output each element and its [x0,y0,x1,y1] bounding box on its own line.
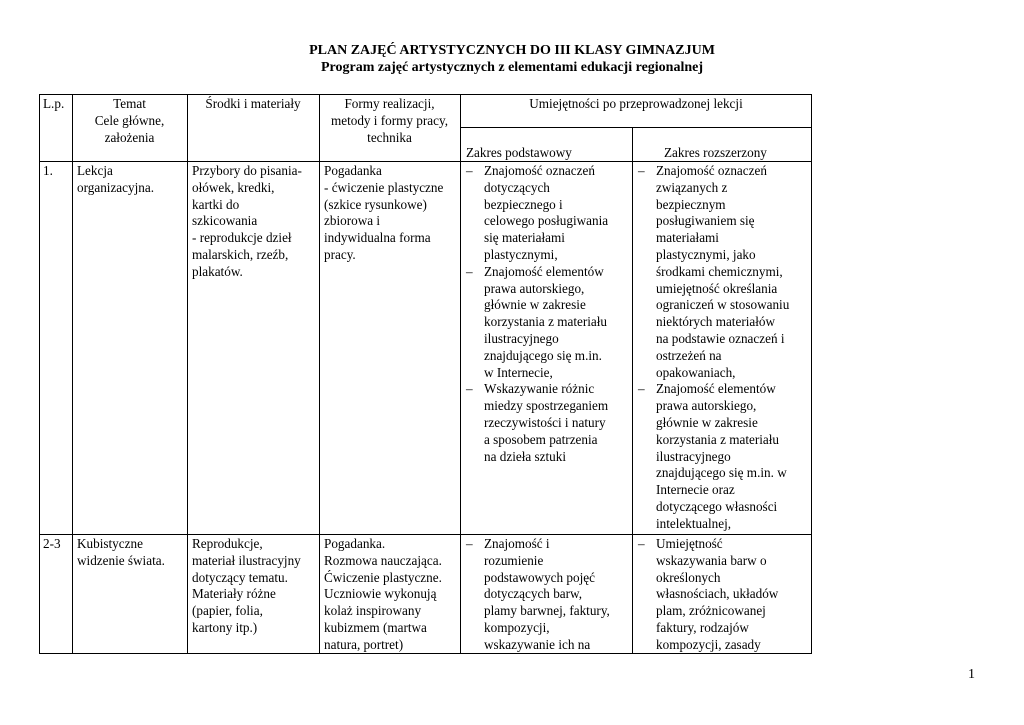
row-formy: Pogadanka. Rozmowa nauczająca. Ćwiczenie plastyczne. Uczniowie wykonują kolaż inspirowany kubizmem (martwa natura, portret) [324,536,442,652]
list-item: – Znajomość oznaczeń związanych z bezpiecznym posługiwaniem się materiałami plastycznymi, jako środkami chemicznymi, umiejętność określania ograniczeń w stosowaniu niektórych materiałów na podstawie oznaczeń i ostrzeżeń na opakowaniach, [634,163,789,381]
header-lp: L.p. [43,96,65,111]
page-number: 1 [968,667,975,682]
row-temat: Kubistyczne widzenie świata. [77,536,165,568]
header-formy: Formy realizacji, metody i formy pracy, technika [330,96,449,145]
list-item: – Znajomość oznaczeń dotyczących bezpiecznego i celowego posługiwania się materiałami plastycznymi, [462,163,608,264]
row-formy: Pogadanka - ćwiczenie plastyczne (szkice rysunkowe) zbiorowa i indywidualna forma pracy. [324,163,444,262]
row-srodki: Reprodukcje, materiał ilustracyjny dotyczący tematu. Materiały różne (papier, folia, kartony itp.) [192,536,301,635]
list-item: – Znajomość elementów prawa autorskiego, głównie w zakresie korzystania z materiału ilustracyjnego znajdującego się m.in. w Internecie, [462,264,608,382]
list-item: – Znajomość elementów prawa autorskiego, głównie w zakresie korzystania z materiału ilustracyjnego znajdującego się m.in. w Internecie oraz dotyczącego własności intelektualnej, [634,381,789,532]
list-item: – Umiejętność wskazywania barw o określonych własnościach, układów plam, zróżnicowanej faktury, rodzajów kompozycji, zasady [634,536,778,654]
row-podstawowy [462,163,608,465]
list-item: – Wskazywanie różnic miedzy spostrzeganiem rzeczywistości i natury a sposobem patrzenia na dzieła sztuki [462,381,608,465]
row-rozszerzony [634,536,778,654]
row-temat: Lekcja organizacyjna. [77,163,155,195]
row-number: 2-3 [43,536,61,551]
row-number: 1. [43,163,53,178]
header-srodki: Środki i materiały [205,96,301,111]
page-subtitle: Program zajęć artystycznych z elementami edukacji regionalnej [320,60,704,75]
page-title: PLAN ZAJĘĆ ARTYSTYCZNYCH DO III KLASY GIMNAZJUM [309,43,715,58]
header-zakres-podstawowy: Zakres podstawowy [466,145,572,160]
list-item: – Znajomość i rozumienie podstawowych pojęć dotyczących barw, plamy barwnej, faktury, kompozycji, wskazywanie ich na [462,536,610,654]
row-podstawowy [462,536,610,654]
header-temat: Temat Cele główne, założenia [94,96,165,145]
header-umiejetnosci: Umiejętności po przeprowadzonej lekcji [529,96,743,111]
row-rozszerzony [634,163,789,533]
row-srodki: Przybory do pisania- ołówek, kredki, kartki do szkicowania - reprodukcje dzieł malarskich, rzeźb, plakatów. [192,163,302,279]
header-zakres-rozszerzony: Zakres rozszerzony [664,145,767,160]
